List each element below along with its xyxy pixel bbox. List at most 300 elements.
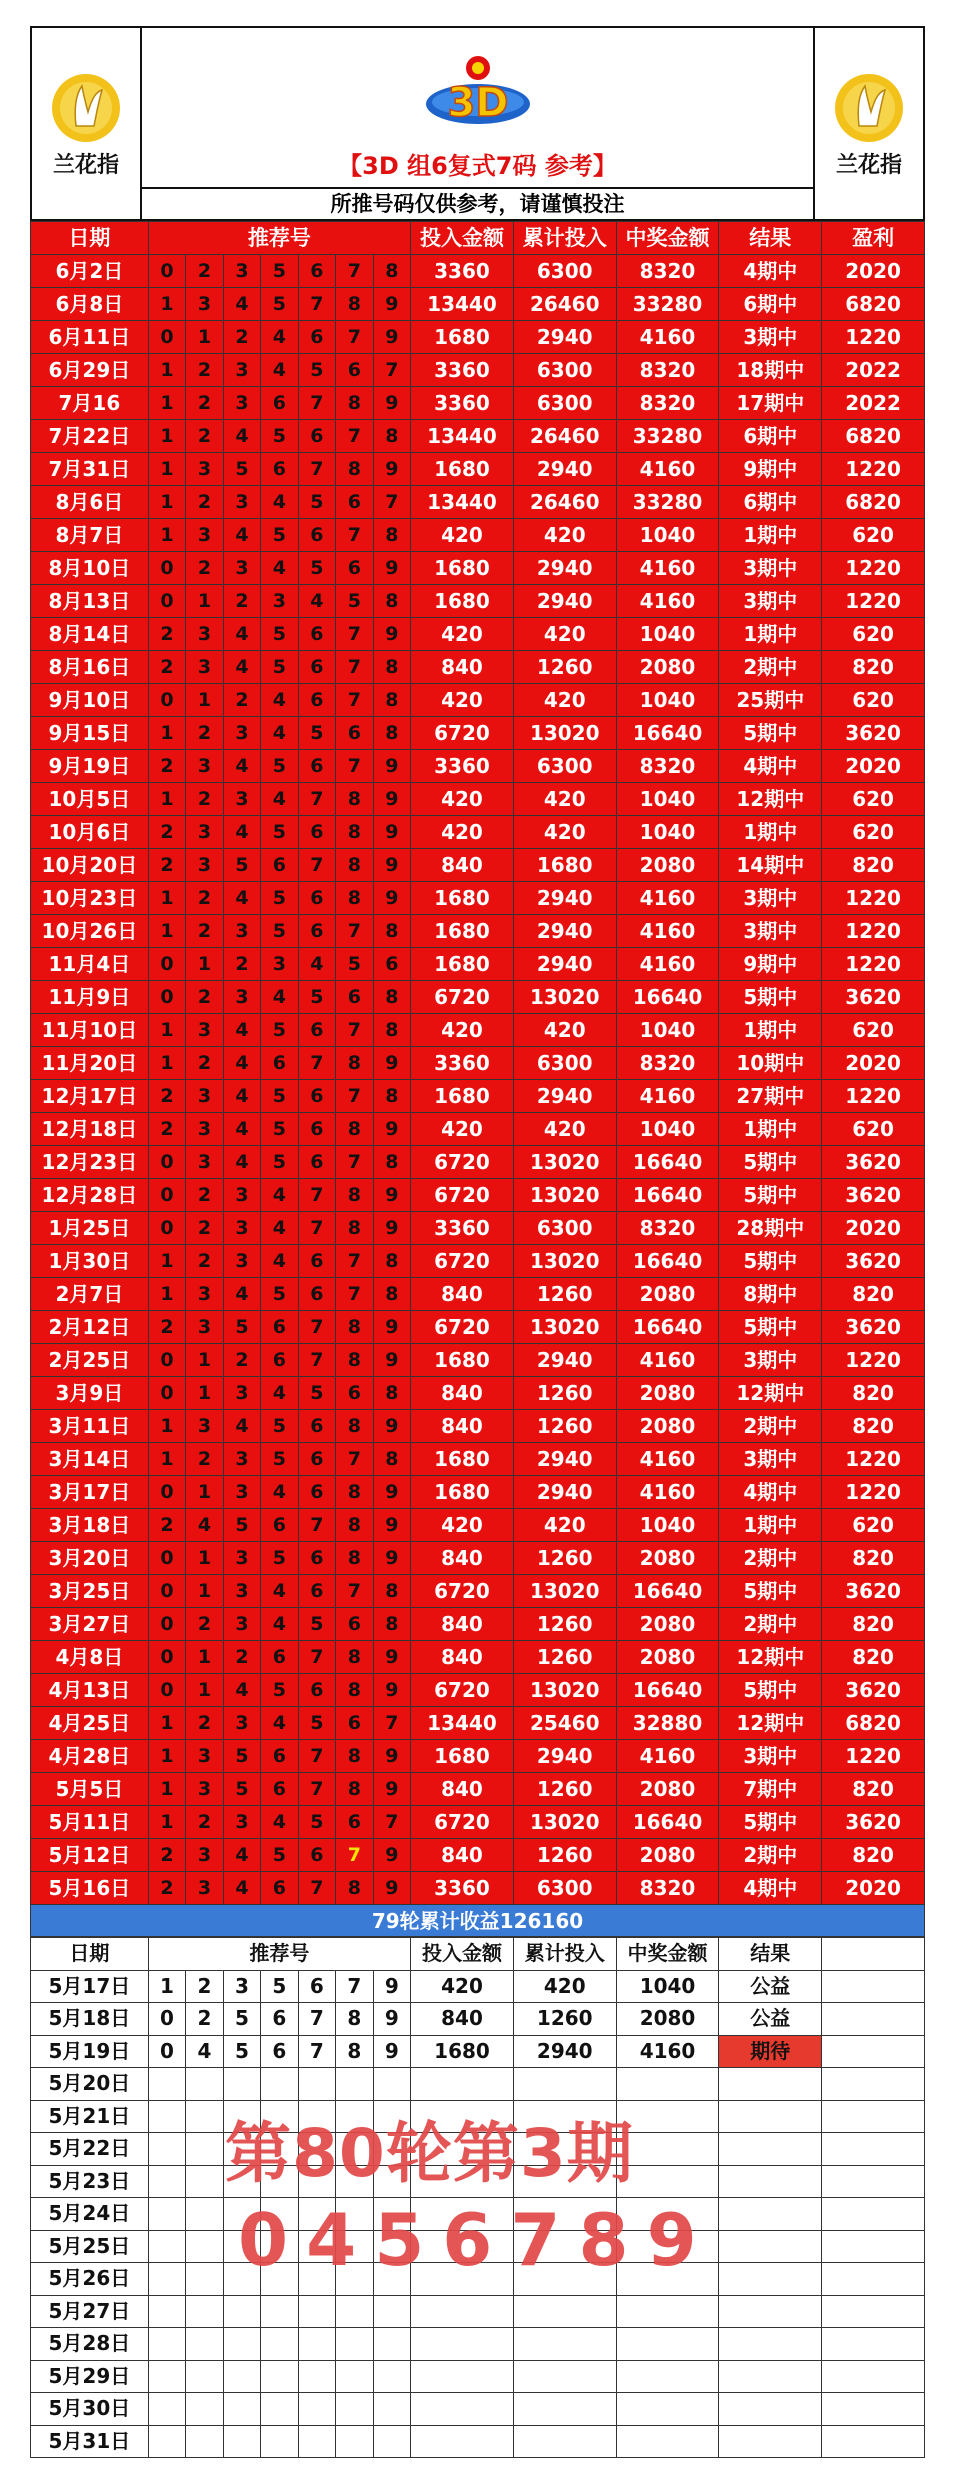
row-number: 6 (298, 420, 335, 453)
lottery-sheet (30, 26, 925, 2458)
row-cumulative (513, 2100, 616, 2133)
row-profit: 820 (822, 1608, 925, 1641)
row-date: 5月25日 (31, 2230, 149, 2263)
table-row (31, 420, 925, 453)
row-number: 1 (148, 783, 185, 816)
row-number: 1 (148, 420, 185, 453)
row-profit: 1220 (822, 1344, 925, 1377)
row-stake (411, 2360, 514, 2393)
row-number: 9 (373, 1872, 410, 1905)
row-stake: 840 (411, 849, 514, 882)
3d-lottery-emblem (418, 46, 538, 146)
row-date: 5月22日 (31, 2133, 149, 2166)
row-result (719, 2328, 822, 2361)
row-prize: 16640 (616, 1179, 719, 1212)
row-date: 5月18日 (31, 2003, 149, 2036)
table-row (31, 783, 925, 816)
row-cumulative: 1260 (513, 1278, 616, 1311)
row-prize: 8320 (616, 1212, 719, 1245)
row-number (186, 2100, 223, 2133)
row-profit (822, 2133, 925, 2166)
row-number: 6 (336, 1608, 373, 1641)
svg-text:3D: 3D (446, 80, 509, 126)
row-date: 1月25日 (31, 1212, 149, 1245)
row-cumulative: 1260 (513, 1542, 616, 1575)
row-number: 6 (261, 453, 298, 486)
row-number: 6 (298, 1410, 335, 1443)
row-profit: 820 (822, 1410, 925, 1443)
row-number: 5 (223, 2003, 260, 2036)
row-number (186, 2263, 223, 2296)
row-number: 3 (186, 816, 223, 849)
row-number: 8 (373, 255, 410, 288)
row-number (298, 2165, 335, 2198)
logo-left (32, 28, 142, 219)
row-profit: 820 (822, 1542, 925, 1575)
row-stake: 13440 (411, 486, 514, 519)
row-number: 8 (336, 1179, 373, 1212)
table-row (31, 1179, 925, 1212)
row-number: 7 (298, 1740, 335, 1773)
row-number: 3 (223, 1377, 260, 1410)
sheet-header (30, 26, 925, 221)
row-number: 3 (223, 783, 260, 816)
row-result: 2期中 (719, 1839, 822, 1872)
row-number (373, 2425, 411, 2458)
row-number: 1 (186, 1344, 223, 1377)
row-number (298, 2230, 335, 2263)
row-number: 4 (223, 288, 260, 321)
table-row (31, 1212, 925, 1245)
row-number: 3 (223, 1806, 260, 1839)
row-stake: 1680 (411, 948, 514, 981)
row-number (261, 2425, 298, 2458)
row-cumulative: 6300 (513, 1047, 616, 1080)
row-date: 5月20日 (31, 2068, 149, 2101)
row-number: 8 (336, 1410, 373, 1443)
row-cumulative: 13020 (513, 1311, 616, 1344)
row-number: 3 (186, 1113, 223, 1146)
row-number: 5 (298, 552, 335, 585)
row-number (186, 2425, 223, 2458)
row-number: 8 (373, 420, 410, 453)
row-number: 5 (223, 1740, 260, 1773)
row-number: 3 (223, 255, 260, 288)
row-date: 12月23日 (31, 1146, 149, 1179)
row-date: 8月14日 (31, 618, 149, 651)
row-cumulative: 13020 (513, 1575, 616, 1608)
table-row (31, 684, 925, 717)
row-profit (822, 2003, 925, 2036)
row-number: 7 (298, 387, 335, 420)
row-stake: 1680 (411, 915, 514, 948)
row-prize: 4160 (616, 948, 719, 981)
row-number: 4 (223, 816, 260, 849)
row-number: 2 (148, 1509, 185, 1542)
row-stake: 420 (411, 519, 514, 552)
row-stake: 3360 (411, 750, 514, 783)
row-profit: 620 (822, 1509, 925, 1542)
row-number: 3 (186, 1410, 223, 1443)
row-stake: 1680 (411, 1080, 514, 1113)
row-number: 2 (186, 420, 223, 453)
row-cumulative: 2940 (513, 948, 616, 981)
row-number: 5 (223, 1773, 260, 1806)
row-result: 3期中 (719, 1443, 822, 1476)
table-row (31, 519, 925, 552)
row-number: 2 (223, 321, 260, 354)
table-row (31, 1970, 925, 2003)
row-number (261, 2295, 298, 2328)
row-number: 3 (186, 1146, 223, 1179)
row-number: 9 (373, 1970, 411, 2003)
row-stake: 13440 (411, 288, 514, 321)
row-date: 10月5日 (31, 783, 149, 816)
row-prize (616, 2100, 719, 2133)
row-result (719, 2230, 822, 2263)
row-number: 0 (148, 1674, 185, 1707)
row-number: 6 (298, 1542, 335, 1575)
row-number: 2 (186, 1608, 223, 1641)
row-number: 5 (336, 948, 373, 981)
row-number: 6 (298, 651, 335, 684)
row-cumulative: 26460 (513, 486, 616, 519)
row-number (223, 2295, 260, 2328)
table-row (31, 1476, 925, 1509)
row-number: 5 (261, 1014, 298, 1047)
row-date: 6月8日 (31, 288, 149, 321)
row-number: 1 (148, 1245, 185, 1278)
row-result (719, 2198, 822, 2231)
row-number: 8 (373, 684, 410, 717)
row-prize: 1040 (616, 1509, 719, 1542)
row-result: 期待 (719, 2035, 822, 2068)
row-number (261, 2133, 298, 2166)
row-number: 9 (373, 1509, 410, 1542)
row-number (148, 2100, 185, 2133)
row-number: 8 (373, 651, 410, 684)
row-result: 2期中 (719, 1542, 822, 1575)
row-cumulative: 1260 (513, 1377, 616, 1410)
row-prize: 4160 (616, 1476, 719, 1509)
table-row (31, 2035, 925, 2068)
row-cumulative: 2940 (513, 882, 616, 915)
row-number (186, 2393, 223, 2426)
row-number: 8 (336, 1212, 373, 1245)
row-stake: 6720 (411, 1575, 514, 1608)
row-date: 5月21日 (31, 2100, 149, 2133)
row-number: 8 (336, 1872, 373, 1905)
table-row (31, 1542, 925, 1575)
row-number: 1 (186, 1377, 223, 1410)
row-profit (822, 2295, 925, 2328)
row-stake: 3360 (411, 1047, 514, 1080)
row-number: 3 (223, 1575, 260, 1608)
row-number (148, 2133, 185, 2166)
row-number: 6 (298, 750, 335, 783)
row-profit: 3620 (822, 1806, 925, 1839)
row-prize: 2080 (616, 849, 719, 882)
row-number: 8 (373, 1014, 410, 1047)
row-date: 8月16日 (31, 651, 149, 684)
row-cumulative (513, 2360, 616, 2393)
row-number: 6 (298, 519, 335, 552)
row-number: 1 (148, 1773, 185, 1806)
row-number (261, 2068, 298, 2101)
row-prize: 2080 (616, 1773, 719, 1806)
row-number (186, 2328, 223, 2361)
row-number: 6 (261, 1311, 298, 1344)
table-row (31, 717, 925, 750)
logo-right (813, 28, 923, 219)
row-date: 2月12日 (31, 1311, 149, 1344)
row-number: 4 (223, 1146, 260, 1179)
row-date: 5月26日 (31, 2263, 149, 2296)
row-result: 5期中 (719, 1674, 822, 1707)
overlay-numbers: 0456789 (238, 2198, 715, 2282)
row-date: 4月13日 (31, 1674, 149, 1707)
row-number (298, 2263, 335, 2296)
row-result (719, 2425, 822, 2458)
row-number: 2 (186, 882, 223, 915)
row-date: 5月27日 (31, 2295, 149, 2328)
table-row (31, 1047, 925, 1080)
row-number: 0 (148, 1179, 185, 1212)
row-number: 2 (148, 1872, 185, 1905)
row-date: 8月10日 (31, 552, 149, 585)
row-date: 12月18日 (31, 1113, 149, 1146)
table-row (31, 288, 925, 321)
row-stake: 420 (411, 1509, 514, 1542)
row-cumulative: 6300 (513, 387, 616, 420)
row-number: 6 (298, 915, 335, 948)
row-date: 3月25日 (31, 1575, 149, 1608)
row-number: 8 (336, 882, 373, 915)
row-number: 1 (186, 1641, 223, 1674)
row-result (719, 2295, 822, 2328)
row-cumulative: 6300 (513, 1872, 616, 1905)
row-number: 3 (186, 618, 223, 651)
row-number: 9 (373, 453, 410, 486)
row-number: 1 (186, 321, 223, 354)
row-prize: 2080 (616, 1377, 719, 1410)
row-number: 1 (148, 1410, 185, 1443)
row-prize (616, 2230, 719, 2263)
row-number: 2 (186, 1047, 223, 1080)
row-number: 9 (373, 1839, 410, 1872)
row-number (223, 2230, 260, 2263)
row-number: 5 (261, 288, 298, 321)
row-number: 3 (186, 1740, 223, 1773)
row-result: 12期中 (719, 783, 822, 816)
row-number: 6 (298, 1674, 335, 1707)
row-cumulative (513, 2133, 616, 2166)
row-number: 4 (261, 717, 298, 750)
row-profit (822, 2263, 925, 2296)
row-date: 3月27日 (31, 1608, 149, 1641)
row-number (148, 2295, 185, 2328)
row-date: 7月16 (31, 387, 149, 420)
row-cumulative (513, 2295, 616, 2328)
row-number (148, 2328, 185, 2361)
row-date: 11月20日 (31, 1047, 149, 1080)
row-number: 3 (186, 750, 223, 783)
row-profit (822, 2035, 925, 2068)
current-header-row (31, 1938, 925, 1971)
table-row (31, 1245, 925, 1278)
table-row (31, 2425, 925, 2458)
row-stake (411, 2198, 514, 2231)
row-stake: 3360 (411, 387, 514, 420)
row-number (336, 2100, 373, 2133)
row-profit: 1220 (822, 453, 925, 486)
row-number: 2 (186, 1970, 223, 2003)
row-number: 7 (298, 1872, 335, 1905)
row-number: 9 (373, 1674, 410, 1707)
row-number: 3 (186, 1773, 223, 1806)
row-date: 8月6日 (31, 486, 149, 519)
row-number: 5 (261, 1674, 298, 1707)
row-prize: 8320 (616, 1872, 719, 1905)
row-cumulative (513, 2198, 616, 2231)
row-number: 8 (336, 1476, 373, 1509)
row-prize: 16640 (616, 1674, 719, 1707)
row-cumulative: 13020 (513, 981, 616, 1014)
row-number: 4 (261, 486, 298, 519)
row-number: 7 (298, 1641, 335, 1674)
row-number: 9 (373, 1344, 410, 1377)
row-profit: 620 (822, 816, 925, 849)
row-number (223, 2328, 260, 2361)
row-number: 6 (298, 1113, 335, 1146)
row-result: 3期中 (719, 915, 822, 948)
row-number (148, 2360, 185, 2393)
row-number: 1 (148, 519, 185, 552)
row-date: 1月30日 (31, 1245, 149, 1278)
row-number (223, 2393, 260, 2426)
row-profit (822, 2360, 925, 2393)
row-date: 6月2日 (31, 255, 149, 288)
row-profit: 1220 (822, 1080, 925, 1113)
table-row (31, 882, 925, 915)
row-number: 3 (186, 1014, 223, 1047)
row-number: 0 (148, 948, 185, 981)
orchid-hand-icon (829, 68, 909, 148)
row-stake: 420 (411, 1014, 514, 1047)
row-profit (822, 2068, 925, 2101)
row-number (148, 2165, 185, 2198)
row-number: 2 (148, 651, 185, 684)
row-stake: 420 (411, 783, 514, 816)
table-row (31, 1080, 925, 1113)
row-number: 3 (223, 1443, 260, 1476)
row-number: 2 (186, 717, 223, 750)
row-profit: 1220 (822, 552, 925, 585)
row-stake: 840 (411, 1377, 514, 1410)
row-number: 7 (336, 420, 373, 453)
row-result: 公益 (719, 1970, 822, 2003)
row-result: 4期中 (719, 1872, 822, 1905)
row-number: 1 (186, 1575, 223, 1608)
row-number: 5 (298, 1608, 335, 1641)
row-number: 0 (148, 585, 185, 618)
row-stake: 840 (411, 2003, 514, 2036)
row-number: 1 (148, 1806, 185, 1839)
row-date: 3月11日 (31, 1410, 149, 1443)
row-prize (616, 2198, 719, 2231)
row-number: 3 (223, 1970, 260, 2003)
row-profit: 1220 (822, 321, 925, 354)
row-number: 4 (261, 1377, 298, 1410)
row-number: 2 (186, 1443, 223, 1476)
row-prize: 4160 (616, 585, 719, 618)
row-stake (411, 2165, 514, 2198)
row-number: 0 (148, 1344, 185, 1377)
row-number: 4 (223, 1278, 260, 1311)
row-number: 6 (261, 387, 298, 420)
row-number: 6 (336, 1377, 373, 1410)
row-date: 3月20日 (31, 1542, 149, 1575)
row-number: 3 (223, 1245, 260, 1278)
row-number: 5 (298, 486, 335, 519)
row-prize: 16640 (616, 1575, 719, 1608)
row-cumulative: 420 (513, 1970, 616, 2003)
table-row (31, 1608, 925, 1641)
row-prize: 1040 (616, 684, 719, 717)
row-number: 1 (148, 1278, 185, 1311)
row-number: 8 (336, 1773, 373, 1806)
row-number (336, 2165, 373, 2198)
row-number: 2 (186, 1212, 223, 1245)
row-number: 1 (148, 387, 185, 420)
row-number: 4 (223, 1872, 260, 1905)
row-profit (822, 1970, 925, 2003)
row-number: 6 (298, 816, 335, 849)
table-row (31, 1806, 925, 1839)
row-number: 5 (261, 750, 298, 783)
row-cumulative: 26460 (513, 420, 616, 453)
row-number (336, 2263, 373, 2296)
row-number: 2 (186, 486, 223, 519)
row-number: 6 (261, 1740, 298, 1773)
row-stake: 6720 (411, 1311, 514, 1344)
row-prize (616, 2263, 719, 2296)
row-profit: 6820 (822, 486, 925, 519)
row-number (298, 2393, 335, 2426)
row-cumulative (513, 2328, 616, 2361)
row-number: 9 (373, 1641, 410, 1674)
row-profit: 3620 (822, 717, 925, 750)
row-number: 3 (261, 948, 298, 981)
row-date: 8月13日 (31, 585, 149, 618)
row-number: 3 (186, 651, 223, 684)
row-number: 6 (336, 717, 373, 750)
table-row (31, 1740, 925, 1773)
row-cumulative: 2940 (513, 915, 616, 948)
row-number: 9 (373, 750, 410, 783)
row-number: 5 (298, 1377, 335, 1410)
row-number: 4 (298, 948, 335, 981)
row-profit: 1220 (822, 1476, 925, 1509)
row-date: 4月25日 (31, 1707, 149, 1740)
row-number: 1 (186, 684, 223, 717)
table-row (31, 2100, 925, 2133)
row-number: 3 (186, 519, 223, 552)
row-number: 9 (373, 618, 410, 651)
row-number: 8 (336, 387, 373, 420)
row-result: 12期中 (719, 1641, 822, 1674)
row-number: 4 (223, 882, 260, 915)
